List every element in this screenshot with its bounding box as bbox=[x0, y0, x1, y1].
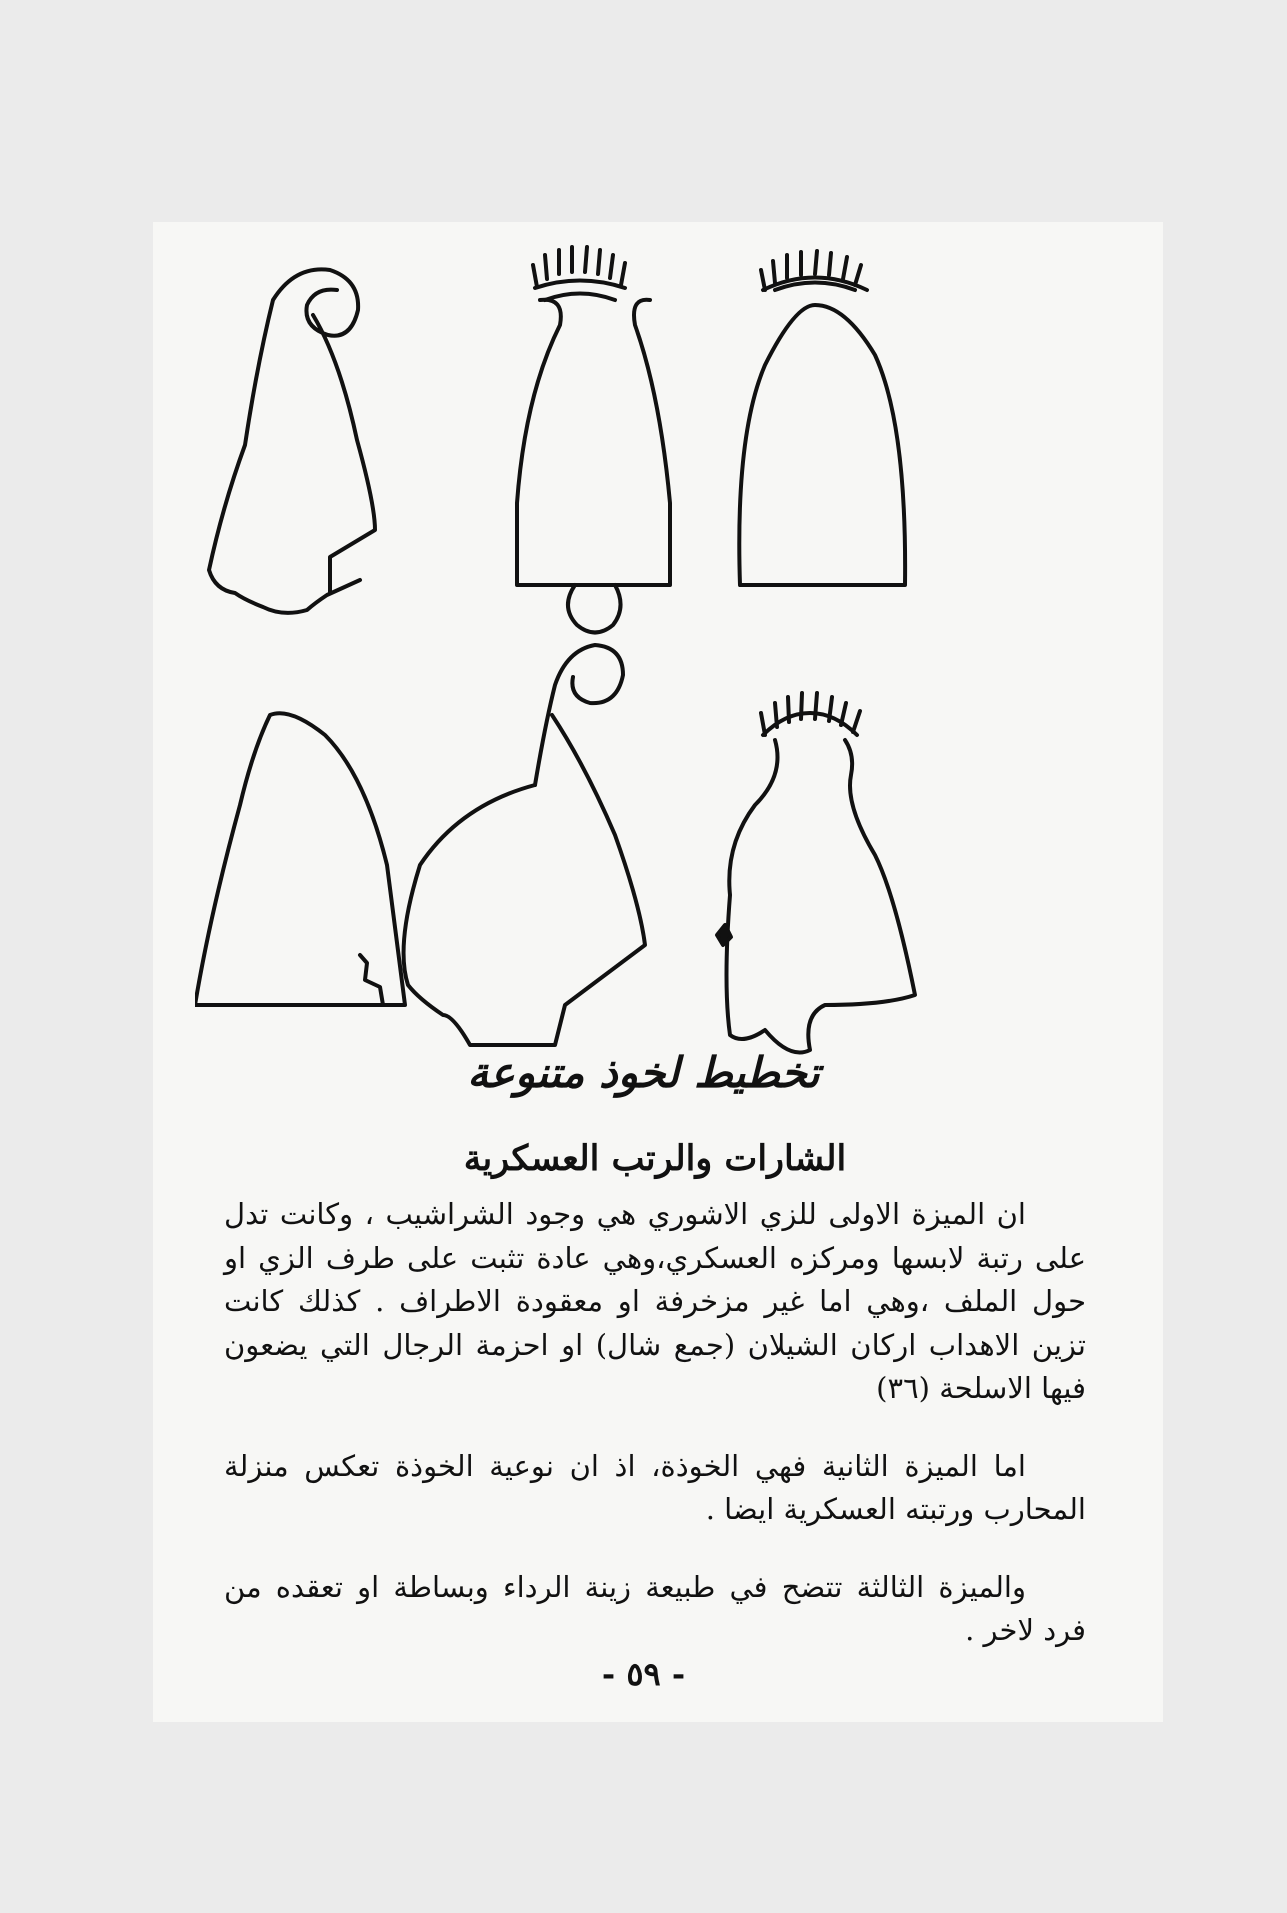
figure-caption: تخطيط لخوذ متنوعة bbox=[467, 1048, 820, 1097]
helmet-drawing-6 bbox=[717, 693, 915, 1053]
helmet-drawing-3 bbox=[739, 251, 905, 585]
section-heading: الشارات والرتب العسكرية bbox=[463, 1138, 847, 1179]
helmet-drawing-1 bbox=[209, 269, 375, 613]
helmet-drawing-4 bbox=[195, 713, 405, 1005]
paragraph-1: ان الميزة الاولى للزي الاشوري هي وجود الشراشيب ، وكانت تدل على رتبة لابسها ومركزه العسكري،وهي عادة تثبت على طرف الزي او حول الملف ،وهي اما غير مزخرفة او معقودة الاطراف . كذلك كانت تزين الاهداب اركان الشيلان (جمع شال) او احزمة الرجال التي يضعون فيها الاسلحة (٣٦) bbox=[224, 1197, 1086, 1405]
helmet-drawings bbox=[195, 245, 1095, 1075]
helmet-drawing-5 bbox=[404, 645, 645, 1045]
page-number: - ٥٩ - bbox=[601, 1655, 686, 1693]
helmet-drawing-2 bbox=[517, 247, 670, 633]
main-text bbox=[224, 1138, 1086, 1687]
paragraph-3: والميزة الثالثة تتضح في طبيعة زينة الرداء وبساطة او تعقده من فرد لاخر . bbox=[224, 1569, 1086, 1647]
paragraph-2: اما الميزة الثانية فهي الخوذة، اذ ان نوعية الخوذة تعكس منزلة المحارب ورتبته العسكرية ايضا . bbox=[224, 1448, 1086, 1526]
helmets-figure bbox=[195, 245, 1095, 1075]
